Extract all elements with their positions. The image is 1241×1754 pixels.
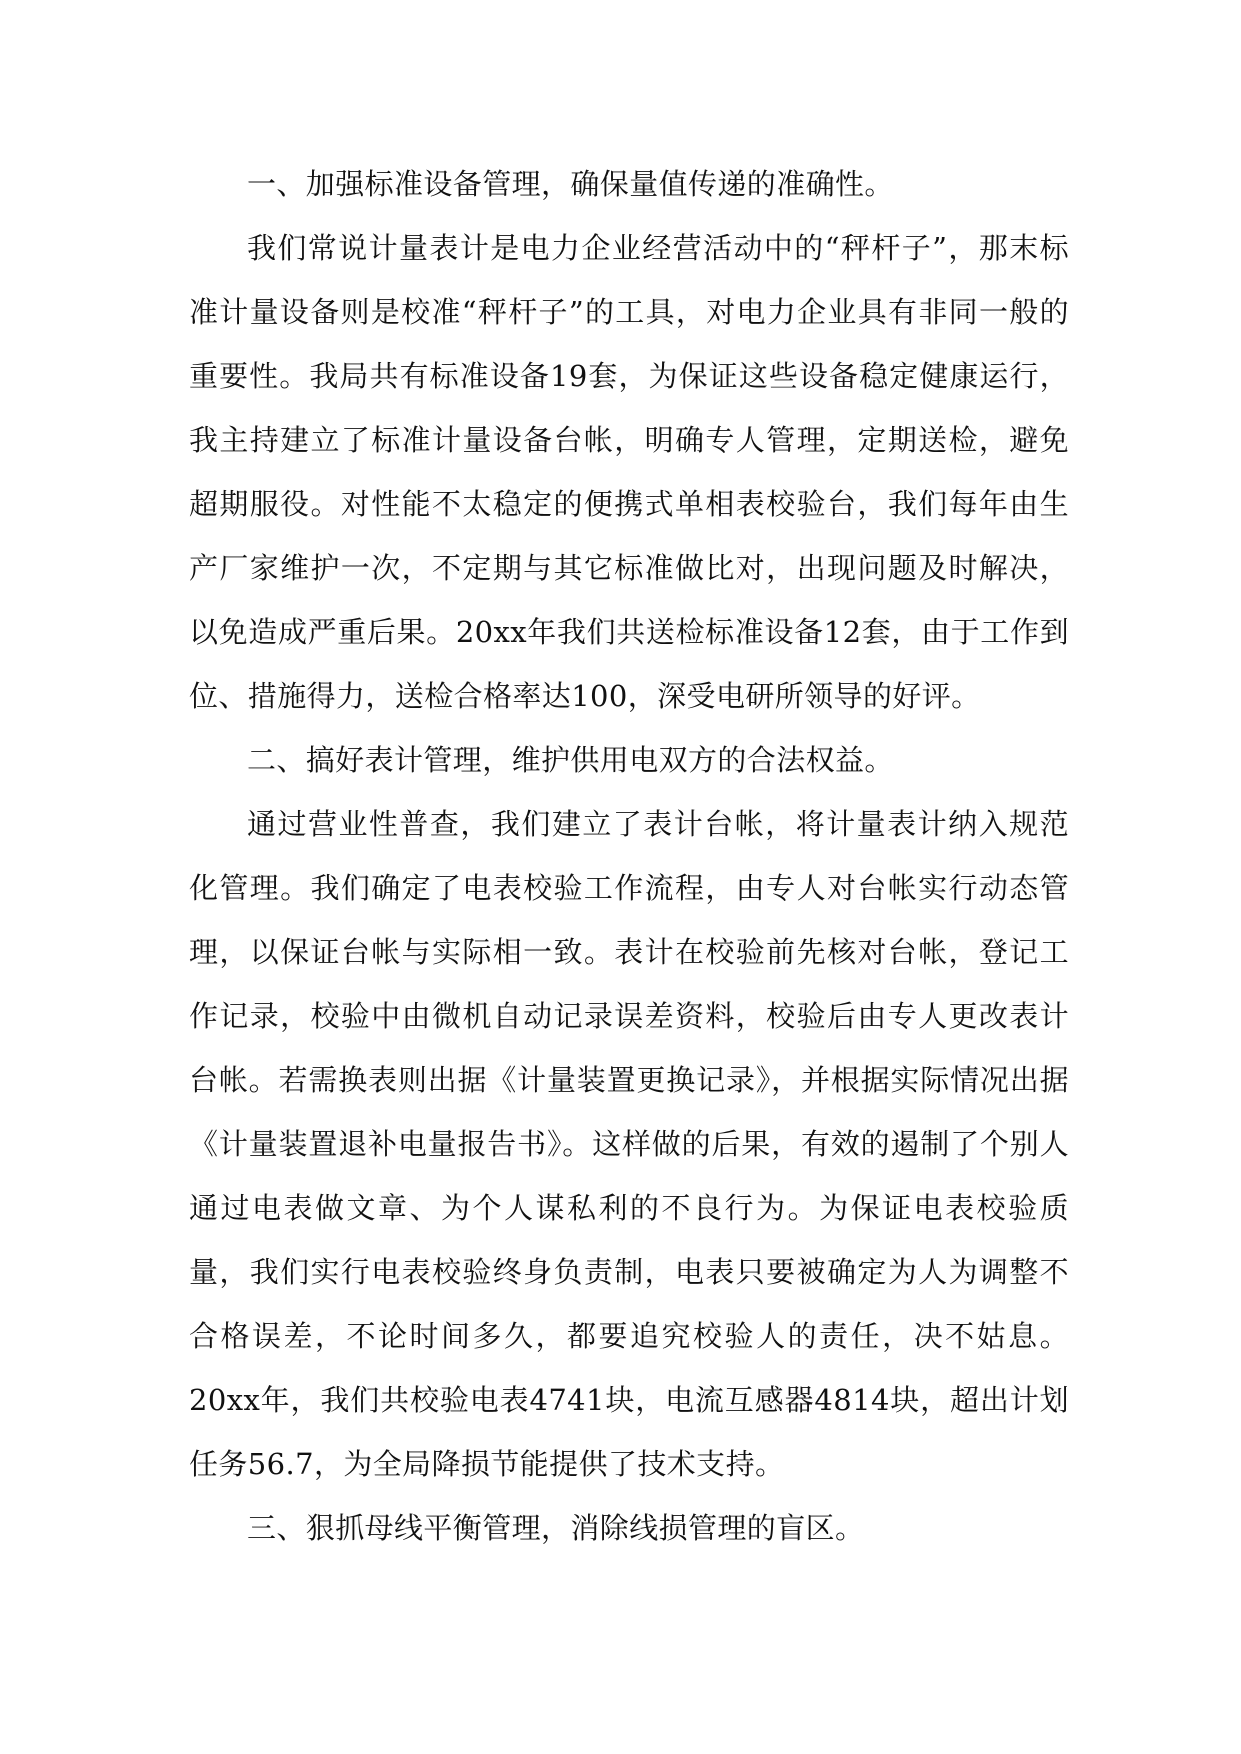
document-body (189, 152, 1069, 1560)
section-heading-2: 二、搞好表计管理，维护供用电双方的合法权益。 (247, 743, 894, 777)
body-paragraph-2: 通过营业性普查，我们建立了表计台帐，将计量表计纳入规范化管理。我们确定了电表校验工作流程，由专人对台帐实行动态管理，以保证台帐与实际相一致。表计在校验前先核对台帐，登记工作记录，校验中由微机自动记录误差资料，校验后由专人更改表计台帐。若需换表则出据《计量装置更换记录》，并根据实际情况出据《计量装置退补电量报告书》。这样做的后果，有效的遏制了个别人通过电表做文章、为个人谋私利的不良行为。为保证电表校验质量，我们实行电表校验终身负责制，电表只要被确定为人为调整不合格误差，不论时间多久，都要追究校验人的责任，决不姑息。20xx年，我们共校验电表4741块，电流互感器4814块，超出计划任务56.7，为全局降损节能提供了技术支持。 (189, 807, 1069, 1481)
section-heading-3: 三、狠抓母线平衡管理，消除线损管理的盲区。 (247, 1511, 865, 1545)
body-paragraph-1: 我们常说计量表计是电力企业经营活动中的“秤杆子”，那末标准计量设备则是校准“秤杆子”的工具，对电力企业具有非同一般的重要性。我局共有标准设备19套，为保证这些设备稳定健康运行，我主持建立了标准计量设备台帐，明确专人管理，定期送检，避免超期服役。对性能不太稳定的便携式单相表校验台，我们每年由生产厂家维护一次，不定期与其它标准做比对，出现问题及时解决，以免造成严重后果。20xx年我们共送检标准设备12套，由于工作到位、措施得力，送检合格率达100，深受电研所领导的好评。 (189, 231, 1069, 713)
section-heading-1: 一、加强标准设备管理，确保量值传递的准确性。 (247, 167, 894, 201)
